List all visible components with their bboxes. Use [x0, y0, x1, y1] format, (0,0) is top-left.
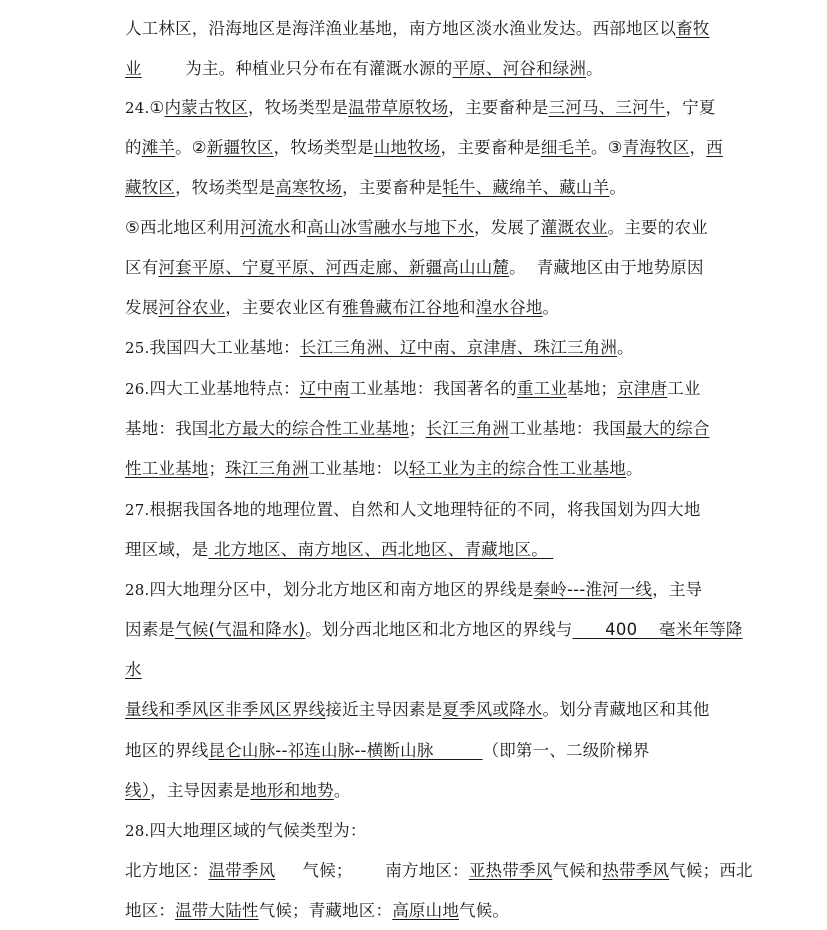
text-segment: ，: [689, 138, 707, 157]
text-segment: ，发展了: [474, 218, 541, 237]
text-segment: 四大工业基地特点：: [149, 379, 300, 398]
underlined-answer: 北方地区、南方地区、西北地区、青藏地区。: [208, 540, 554, 559]
underlined-answer: 河套平原、宁夏平原、河西走廊、新疆高山山麓: [158, 258, 510, 277]
text-segment: 。划分青藏地区和其他: [542, 700, 710, 719]
text-segment: 气候。: [459, 901, 510, 920]
text-segment: 24.: [125, 99, 150, 117]
underlined-answer: 珠江三角洲: [225, 459, 309, 478]
underlined-answer: 最大的综合: [626, 419, 710, 438]
underlined-answer: 400 毫米年等降: [572, 620, 743, 639]
text-segment: 工业基地：我国: [509, 419, 627, 438]
underlined-answer: 长江三角洲、辽中南、京津唐、珠江三角洲: [299, 338, 618, 357]
text-line: [125, 499, 701, 521]
text-segment: 的: [125, 138, 142, 157]
text-segment: ，牧场类型是: [273, 138, 374, 157]
text-line: [125, 820, 367, 842]
text-segment: ，主导: [652, 580, 703, 599]
text-segment: （即第一、二级阶梯界: [482, 741, 650, 760]
text-segment: 和: [290, 218, 308, 237]
text-segment: 人工林区，沿海地区是海洋渔业基地，南方地区淡水渔业发达。西部地区以: [125, 19, 677, 38]
text-line: [125, 780, 351, 802]
text-segment: ，主要畜种是: [342, 178, 443, 197]
text-line: [125, 659, 142, 681]
text-segment: ；: [408, 419, 426, 438]
underlined-answer: 辽中南: [299, 379, 350, 398]
underlined-answer: 温带草原牧场: [348, 98, 449, 117]
underlined-answer: 长江三角洲: [425, 419, 510, 438]
underlined-answer: 轻工业为主的综合性工业基地: [408, 459, 627, 478]
text-line: [125, 217, 708, 239]
text-segment: 基地；: [567, 379, 618, 398]
text-segment: 基地：我国: [125, 419, 209, 438]
text-line: [125, 337, 634, 359]
underlined-answer: 河流水: [240, 218, 291, 237]
underlined-answer: 新疆牧区: [206, 138, 274, 157]
text-line: [125, 860, 753, 882]
text-segment: 气候；青藏地区：: [258, 901, 393, 920]
text-segment: 工业基地：我国著名的: [349, 379, 517, 398]
underlined-answer: 性工业基地: [125, 459, 209, 478]
underlined-answer: 滩羊: [141, 138, 176, 157]
underlined-answer: 地形和地势: [250, 781, 334, 800]
text-segment: 北方地区：: [125, 861, 209, 880]
text-segment: ，主导因素是: [150, 781, 251, 800]
text-line: [125, 297, 559, 319]
text-segment: 理区域，是: [125, 540, 209, 559]
text-segment: 我国四大工业基地：: [149, 338, 300, 357]
text-segment: 工业: [667, 379, 701, 398]
text-segment: ，主要畜种是: [448, 98, 549, 117]
underlined-answer: 热带季风: [602, 861, 670, 880]
text-segment: ；: [208, 459, 226, 478]
text-segment: ，主要畜种是: [440, 138, 541, 157]
text-segment: 。 青藏地区由于地势原因: [509, 258, 704, 277]
text-segment: ，牧场类型是: [175, 178, 276, 197]
underlined-answer: 高原山地: [392, 901, 460, 920]
underlined-answer: 温带季风: [208, 861, 276, 880]
underlined-answer: 西: [706, 138, 723, 157]
text-segment: 28.: [125, 581, 150, 599]
text-segment: 和: [459, 298, 476, 317]
text-line: [125, 579, 702, 601]
text-line: [125, 458, 643, 480]
text-line: [125, 900, 509, 922]
underlined-answer: 亚热带季风: [468, 861, 553, 880]
text-segment: 工业基地：以: [308, 459, 409, 478]
text-line: [125, 378, 701, 400]
underlined-answer: 水: [125, 660, 142, 679]
underlined-answer: 湟水谷地: [475, 298, 543, 317]
text-segment: 。: [586, 59, 603, 78]
text-segment: 。: [626, 459, 643, 478]
underlined-answer: 线）: [125, 781, 151, 800]
underlined-answer: 三河马、三河牛: [548, 98, 666, 117]
text-segment: 28.: [125, 822, 150, 840]
underlined-answer: 河谷农业: [158, 298, 226, 317]
underlined-answer: 夏季风或降水: [442, 700, 543, 719]
text-line: [125, 18, 710, 40]
underlined-answer: 细毛羊: [540, 138, 591, 157]
underlined-answer: 畜牧: [676, 19, 710, 38]
underlined-answer: 北方最大的综合性工业基地: [208, 419, 409, 438]
underlined-answer: 高寒牧场: [275, 178, 343, 197]
underlined-answer: 气候(气温和降水): [175, 620, 306, 639]
underlined-answer: 平原、河谷和绿洲: [452, 59, 587, 78]
text-segment: 因素是: [125, 620, 176, 639]
underlined-answer: 山地牧场: [373, 138, 441, 157]
text-line: [125, 699, 710, 721]
text-line: [125, 740, 650, 762]
text-segment: 四大地理分区中，划分北方地区和南方地区的界线是: [149, 580, 534, 599]
underlined-answer: 灌溉农业: [540, 218, 608, 237]
text-segment: 为主。种植业只分布在有灌溉水源的: [141, 59, 453, 78]
underlined-answer: 雅鲁藏布江谷地: [342, 298, 460, 317]
text-segment: 四大地理区域的气候类型为：: [149, 821, 367, 840]
text-segment: 。: [609, 178, 627, 197]
text-line: [125, 137, 723, 159]
underlined-answer: 高山冰雪融水与地下水: [307, 218, 475, 237]
text-segment: 。: [542, 298, 560, 317]
text-segment: 。: [333, 781, 351, 800]
text-line: [125, 177, 626, 199]
text-segment: 。主要的农业: [607, 218, 708, 237]
text-segment: 气候； 南方地区：: [275, 861, 469, 880]
underlined-answer: 秦岭---淮河一线: [533, 580, 653, 599]
text-segment: ，主要农业区有: [225, 298, 343, 317]
underlined-answer: 藏牧区: [125, 178, 176, 197]
text-segment: 气候和: [552, 861, 603, 880]
text-segment: ，牧场类型是: [247, 98, 349, 117]
text-line: [125, 418, 710, 440]
text-segment: 25.: [125, 339, 150, 357]
text-segment: 。②: [175, 138, 207, 157]
text-segment: 。: [617, 338, 634, 357]
text-line: [125, 539, 553, 561]
text-segment: 。③: [590, 138, 623, 157]
underlined-answer: 温带大陆性: [175, 901, 259, 920]
text-line: [125, 97, 716, 119]
text-segment: 27.: [125, 501, 150, 519]
text-segment: 地区的界线: [125, 741, 209, 760]
text-segment: 区有: [125, 258, 159, 277]
text-line: [125, 257, 704, 279]
text-segment: ①: [149, 98, 165, 117]
text-segment: ⑤西北地区利用: [125, 218, 241, 237]
underlined-answer: 量线和季风区非季风区界线: [125, 700, 326, 719]
text-segment: 接近主导因素是: [325, 700, 443, 719]
text-segment: 根据我国各地的地理位置、自然和人文地理特征的不同，将我国划为四大地: [149, 500, 701, 519]
text-segment: 地区：: [125, 901, 176, 920]
text-line: [125, 619, 743, 641]
underlined-answer: 京津唐: [617, 379, 668, 398]
text-segment: 。划分西北地区和北方地区的界线与: [305, 620, 573, 639]
underlined-answer: 内蒙古牧区: [164, 98, 248, 117]
text-segment: ，宁夏: [665, 98, 716, 117]
underlined-answer: 业: [125, 59, 142, 78]
underlined-answer: 昆仑山脉--祁连山脉--横断山脉: [208, 741, 483, 760]
text-segment: 26.: [125, 380, 150, 398]
text-segment: 发展: [125, 298, 159, 317]
underlined-answer: 青海牧区: [622, 138, 690, 157]
underlined-answer: 牦牛、藏绵羊、藏山羊: [442, 178, 610, 197]
text-line: [125, 58, 603, 80]
text-segment: 气候；西北: [669, 861, 753, 880]
underlined-answer: 重工业: [516, 379, 567, 398]
